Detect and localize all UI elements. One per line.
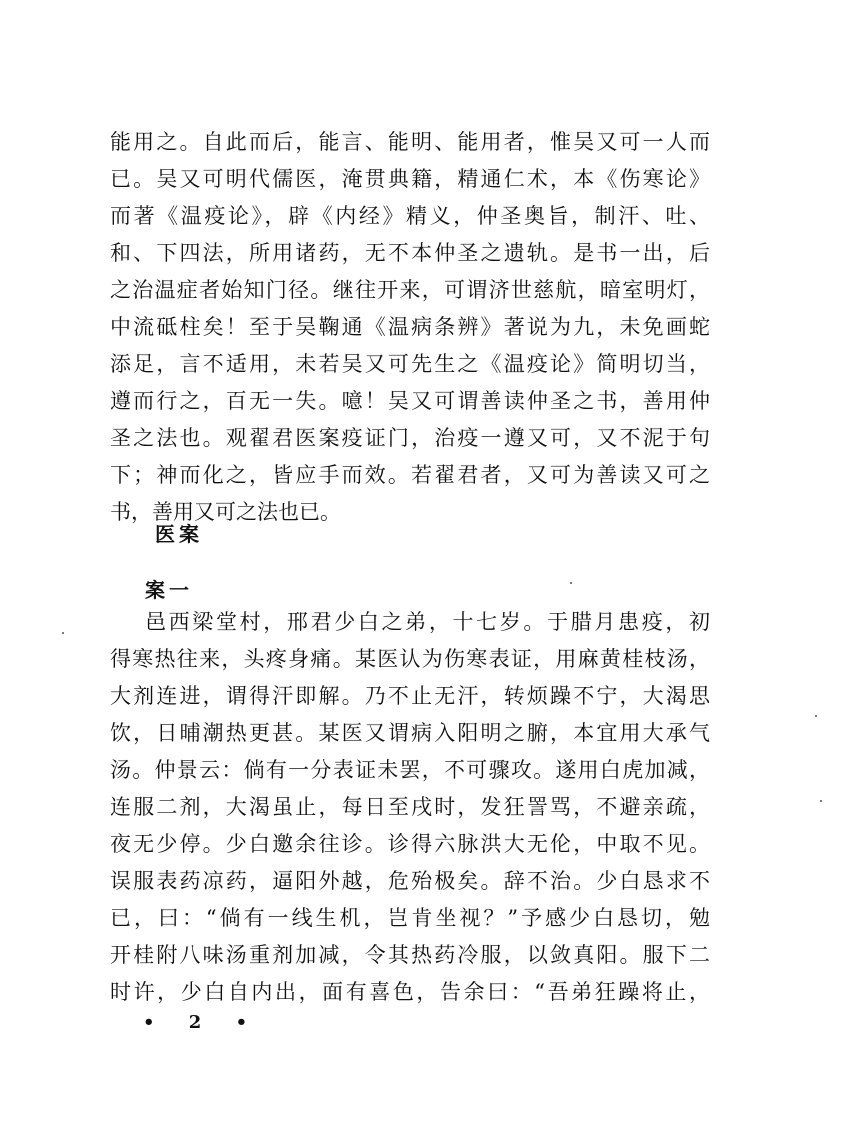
text-line: 已，曰：“倘有一线生机，岂肯坐视？”予感少白恳切，勉 xyxy=(110,906,710,930)
section-title: 医案 xyxy=(155,522,203,546)
scan-speck xyxy=(815,715,817,717)
text-line: 能用之。自此而后，能言、能明、能用者，惟吴又可一人而 xyxy=(110,130,710,154)
text-line: 圣之法也。观翟君医案疫证门，治疫一遵又可，又不泥于句 xyxy=(110,426,710,450)
scan-speck xyxy=(820,800,822,802)
text-line: 遵而行之，百无一失。噫！吴又可谓善读仲圣之书，善用仲 xyxy=(110,389,710,413)
text-line: 之治温症者始知门径。继往开来，可谓济世慈航，暗室明灯， xyxy=(110,278,710,302)
text-line: 汤。仲景云：倘有一分表证未罢，不可骤攻。遂用白虎加减， xyxy=(110,758,710,782)
text-line: 得寒热往来，头疼身痛。某医认为伤寒表证，用麻黄桂枝汤， xyxy=(110,647,710,671)
text-line: 已。吴又可明代儒医，淹贯典籍，精通仁术，本《伤寒论》 xyxy=(110,167,710,191)
text-line: 大剂连进，谓得汗即解。乃不止无汗，转烦躁不宁，大渴思 xyxy=(110,684,710,708)
text-line: 夜无少停。少白邀余往诊。诊得六脉洪大无伦，中取不见。 xyxy=(110,832,710,856)
text-line: 误服表药凉药，逼阳外越，危殆极矣。辞不治。少白恳求不 xyxy=(110,869,710,893)
text-line: 而著《温疫论》，辟《内经》精义，仲圣奥旨，制汗、吐、 xyxy=(110,204,710,228)
text-line: 中流砥柱矣！至于吴鞠通《温病条辨》著说为九，未免画蛇 xyxy=(110,315,710,339)
page-number: • 2 • xyxy=(143,1012,262,1033)
text-line: 开桂附八味汤重剂加减，令其热药冷服，以敛真阳。服下二 xyxy=(110,943,710,967)
scan-speck xyxy=(62,632,64,634)
text-line: 书，善用又可之法也已。 xyxy=(110,500,341,524)
text-line: 时许，少白自内出，面有喜色，告余曰：“吾弟狂躁将止， xyxy=(110,980,710,1004)
text-line: 下；神而化之，皆应手而效。若翟君者，又可为善读又可之 xyxy=(110,463,710,487)
text-line: 添足，言不适用，未若吴又可先生之《温疫论》简明切当， xyxy=(110,352,710,376)
case-title: 案一 xyxy=(145,578,193,602)
scan-speck xyxy=(570,582,572,584)
text-line: 邑西梁堂村，邢君少白之弟，十七岁。于腊月患疫，初 xyxy=(145,610,710,634)
text-line: 连服二剂，大渴虽止，每日至戌时，发狂詈骂，不避亲疏， xyxy=(110,795,710,819)
text-line: 饮，日晡潮热更甚。某医又谓病入阳明之腑，本宜用大承气 xyxy=(110,721,710,745)
text-line: 和、下四法，所用诸药，无不本仲圣之遗轨。是书一出，后 xyxy=(110,241,710,265)
